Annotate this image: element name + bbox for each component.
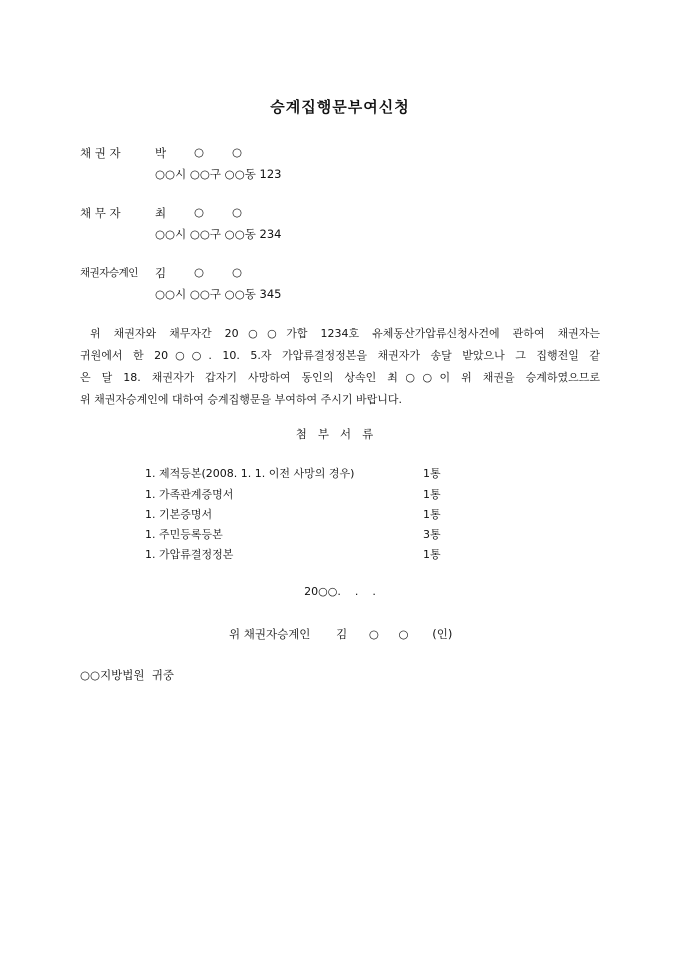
- creditor-name-mark-1: ○: [194, 145, 205, 159]
- filing-date: 20○○. . .: [304, 585, 376, 598]
- creditor-label: 채 권 자: [80, 146, 121, 160]
- creditor-address: ○○시 ○○구 ○○동 123: [155, 167, 282, 181]
- seal-mark: (인): [432, 627, 453, 641]
- creditor-name-mark-2: ○: [232, 145, 243, 159]
- attachment-item: 1. 가족관계증명서: [145, 488, 234, 501]
- attachment-count: 1통: [423, 467, 441, 480]
- successor-label: 채권자승계인: [80, 267, 138, 279]
- successor-name-mark-1: ○: [194, 265, 205, 279]
- debtor-address: ○○시 ○○구 ○○동 234: [155, 227, 282, 241]
- successor-name-mark-2: ○: [232, 265, 243, 279]
- paragraph-line: 위 채권자승계인에 대하여 승계집행문을 부여하여 주시기 바랍니다.: [80, 393, 403, 406]
- debtor-label: 채 무 자: [80, 206, 121, 220]
- signature-name-mark-1: ○: [368, 627, 379, 641]
- paragraph-line: 귀원에서 한 20○○. 10. 5.자 가압류결정정본을 채권자가 송달 받았으나 그 집행전일 같: [80, 349, 600, 362]
- attachment-item: 1. 가압류결정정본: [145, 548, 234, 561]
- debtor-name-mark-2: ○: [232, 205, 243, 219]
- document-title: 승계집행문부여신청: [270, 98, 410, 116]
- attachments-heading: 첨부서류: [295, 427, 385, 441]
- attachment-count: 1통: [423, 488, 441, 501]
- signature-surname: 김: [336, 627, 348, 641]
- signature-prefix: 위 채권자승계인: [229, 627, 311, 641]
- request-paragraph: [80, 323, 600, 411]
- attachment-count: 1통: [423, 508, 441, 521]
- attachment-item: 1. 주민등록등본: [145, 528, 223, 541]
- debtor-surname: 최: [155, 206, 167, 220]
- creditor-surname: 박: [155, 146, 167, 160]
- attachment-count: 1통: [423, 548, 441, 561]
- successor-address: ○○시 ○○구 ○○동 345: [155, 287, 282, 301]
- attachment-item: 1. 제적등본(2008. 1. 1. 이전 사망의 경우): [145, 467, 355, 480]
- attachment-item: 1. 기본증명서: [145, 508, 213, 521]
- successor-surname: 김: [155, 266, 167, 280]
- paragraph-line: 위 채권자와 채무자간 20○○가합 1234호 유체동산가압류신청사건에 관하여 채권자는: [90, 327, 600, 340]
- court-addressee: ○○지방법원 귀중: [80, 668, 175, 682]
- paragraph-line: 은 달 18. 채권자가 갑자기 사망하여 동인의 상속인 최○○이 위 채권을 승계하였으므로: [80, 371, 600, 384]
- signature-line: [229, 626, 452, 642]
- debtor-name-mark-1: ○: [194, 205, 205, 219]
- attachment-count: 3통: [423, 528, 441, 541]
- signature-name-mark-2: ○: [398, 627, 409, 641]
